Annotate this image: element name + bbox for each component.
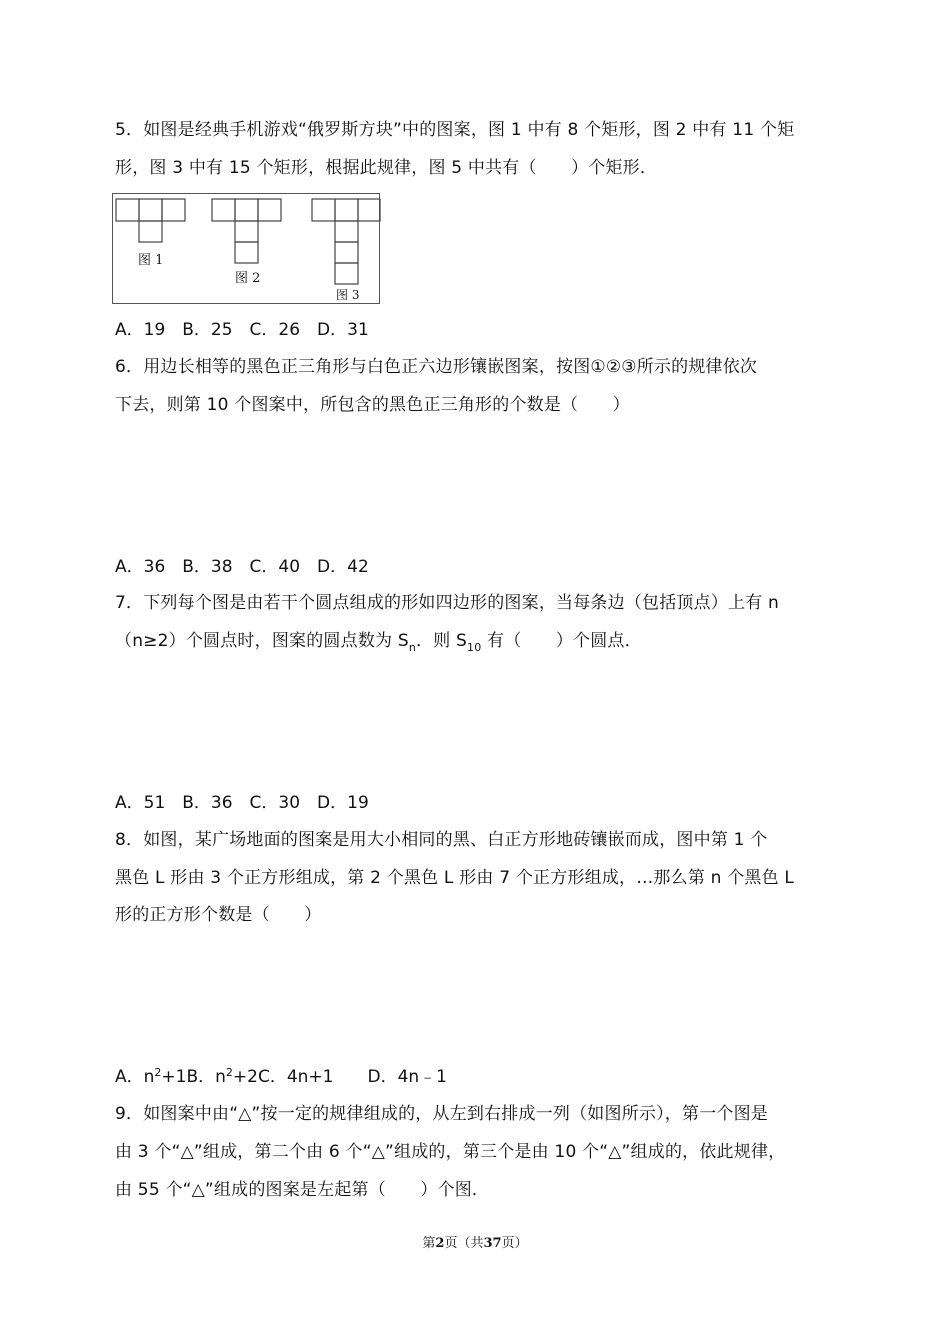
q8-opt-a-rest: +1B．n <box>161 1067 226 1087</box>
tetris-figure-2 <box>212 199 281 263</box>
q7-line-1: 7．下列每个图是由若干个圆点组成的形如四边形的图案，当每条边（包括顶点）上有 n <box>115 593 779 613</box>
footer-prefix: 第 <box>422 1236 436 1251</box>
q7-line-2-b: ．则 S <box>416 631 468 651</box>
q8-opt-a: A．n <box>115 1067 155 1087</box>
tetris-figure-1 <box>116 199 185 242</box>
q5-options: A．19 B．25 C．26 D．31 <box>115 320 369 340</box>
q7-subscript-n: n <box>408 641 417 654</box>
q8-opt-b-sup: 2 <box>225 1066 233 1079</box>
q7-line-2 <box>115 630 642 652</box>
q9-line-2: 由 3 个“△”组成，第二个由 6 个“△”组成的，第三个是由 10 个“△”组成的，依此规律， <box>115 1142 786 1162</box>
tetris-figure <box>112 193 380 304</box>
q6-options: A．36 B．38 C．40 D．42 <box>115 557 369 577</box>
q7-subscript-10: 10 <box>467 641 482 654</box>
figure-2-label: 图 2 <box>235 271 261 286</box>
q8-options <box>115 1066 447 1088</box>
q6-line-2: 下去，则第 10 个图案中，所包含的黑色正三角形的个数是（ ） <box>115 395 630 415</box>
footer-mid: 页（共 <box>444 1236 484 1251</box>
q8-opt-b-rest: +2C．4n+1 D．4n﹣1 <box>232 1067 447 1087</box>
q7-options: A．51 B．36 C．30 D．19 <box>115 793 369 813</box>
footer-total-pages: 37 <box>483 1236 502 1251</box>
q7-line-2-c: 有（ ）个圆点． <box>481 631 642 651</box>
footer-suffix: 页） <box>501 1236 528 1251</box>
q5-line-1: 5．如图是经典手机游戏“俄罗斯方块”中的图案，图 1 中有 8 个矩形，图 2 中有 11 个矩 <box>115 120 795 140</box>
figure-3-label: 图 3 <box>336 288 360 302</box>
footer-page-number: 2 <box>435 1236 445 1251</box>
q8-opt-a-sup: 2 <box>154 1066 162 1079</box>
q8-line-3: 形的正方形个数是（ ） <box>115 905 322 925</box>
q6-line-1: 6．用边长相等的黑色正三角形与白色正六边形镶嵌图案，按图①②③所示的规律依次 <box>115 357 758 377</box>
figure-1-label: 图 1 <box>138 253 164 268</box>
q5-line-2: 形，图 3 中有 15 个矩形，根据此规律，图 5 中共有（ ）个矩形． <box>115 158 658 178</box>
q8-line-1: 8．如图，某广场地面的图案是用大小相同的黑、白正方形地砖镶嵌而成，图中第 1 个 <box>115 830 768 850</box>
q7-line-2-a: （n≥2）个圆点时，图案的圆点数为 S <box>115 631 409 651</box>
tetris-figure-3 <box>312 199 380 284</box>
page-footer <box>0 1232 950 1251</box>
q9-line-3: 由 55 个“△”组成的图案是左起第（ ）个图． <box>115 1180 490 1200</box>
q8-line-2: 黑色 L 形由 3 个正方形组成，第 2 个黑色 L 形由 7 个正方形组成，…那么第 n 个黑色 L <box>115 868 795 888</box>
q9-line-1: 9．如图案中由“△”按一定的规律组成的，从左到右排成一列（如图所示），第一个图是 <box>115 1104 769 1124</box>
